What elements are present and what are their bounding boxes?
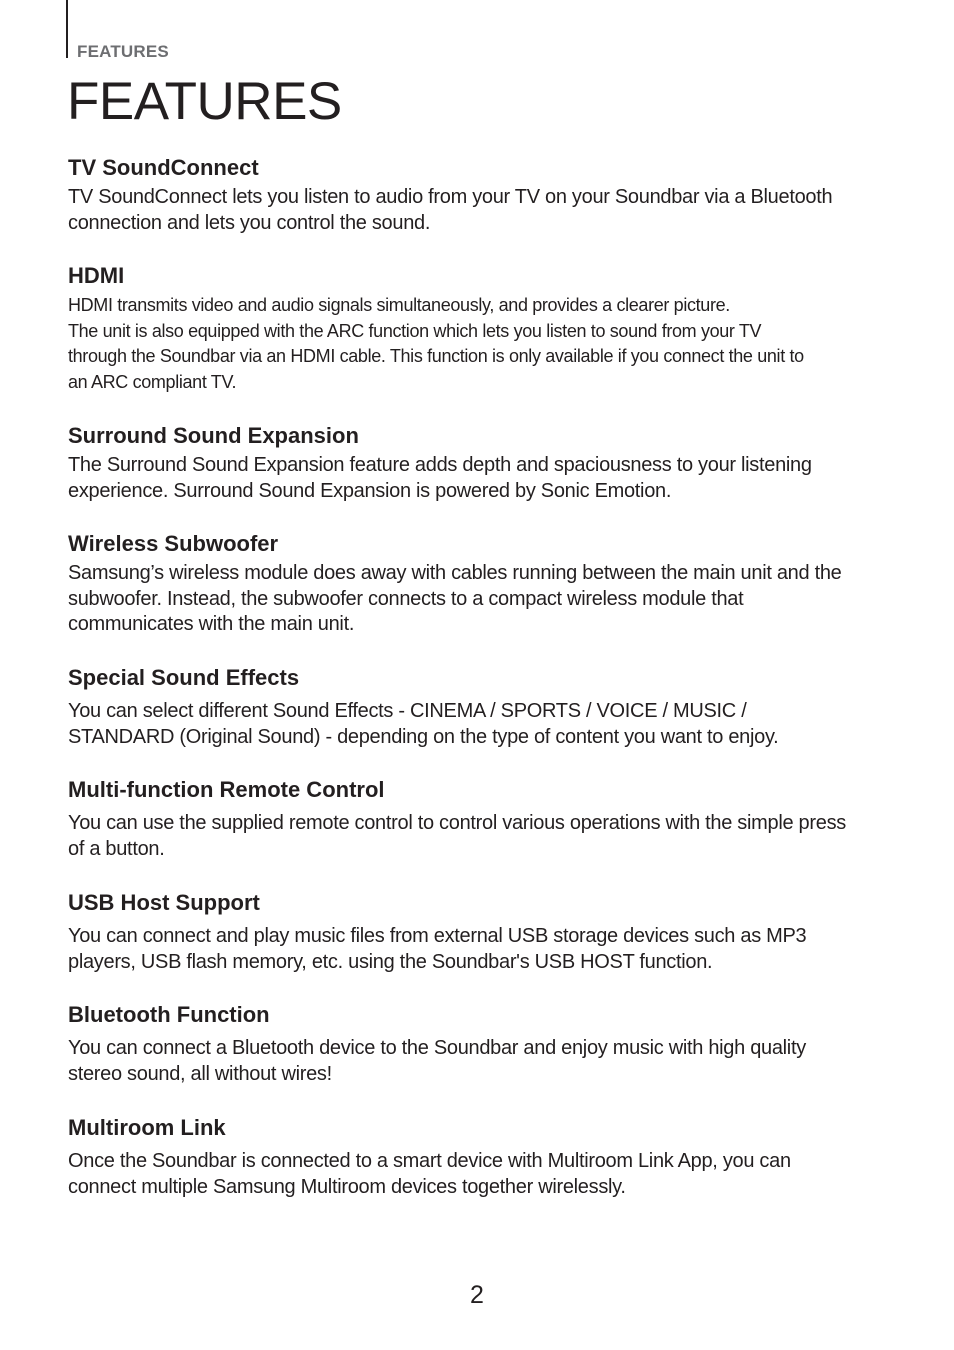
feature-description: You can select different Sound Effects - CINEMA / SPORTS / VOICE / MUSIC / STANDARD (Original Sound) - depending on the type of content you want to enjoy.: [68, 700, 779, 748]
feature-description: TV SoundConnect lets you listen to audio from your TV on your Soundbar via a Bluetooth connection and lets you control the sound.: [68, 186, 833, 234]
feature-description: The Surround Sound Expansion feature adds depth and spaciousness to your listening experience. Surround Sound Expansion is powered by Sonic Emotion.: [68, 454, 812, 502]
feature-description: Samsung’s wireless module does away with cables running between the main unit and the subwoofer. Instead, the subwoofer connects to a compact wireless module that communicates with the main unit.: [68, 562, 842, 636]
feature-hdmi: [68, 263, 898, 395]
feature-description: You can connect a Bluetooth device to the Soundbar and enjoy music with high quality stereo sound, all without wires!: [68, 1037, 806, 1085]
feature-usb-host-support: [68, 890, 898, 975]
feature-multiroom-link: [68, 1115, 898, 1200]
section-tag: FEATURES: [77, 42, 169, 61]
page-number: 2: [470, 1281, 484, 1309]
feature-heading: Special Sound Effects: [68, 665, 300, 690]
feature-tv-soundconnect: [68, 155, 898, 236]
feature-heading: USB Host Support: [68, 890, 260, 915]
feature-heading: Bluetooth Function: [68, 1002, 270, 1027]
feature-heading: Multiroom Link: [68, 1115, 226, 1140]
feature-heading: Wireless Subwoofer: [68, 531, 279, 556]
page-title: FEATURES: [67, 72, 342, 131]
feature-wireless-subwoofer: [68, 531, 898, 638]
feature-description: HDMI transmits video and audio signals simultaneously, and provides a clearer picture. The unit is also equipped with the ARC function which lets you listen to sound from your TV through the Soundbar via an HDMI cable. This function is only available if you connect the unit to an ARC compliant TV.: [68, 295, 804, 392]
feature-special-sound-effects: [68, 665, 898, 750]
feature-heading: HDMI: [68, 263, 125, 288]
feature-description: Once the Soundbar is connected to a smart device with Multiroom Link App, you can connect multiple Samsung Multiroom devices together wirelessly.: [68, 1150, 791, 1198]
feature-multi-function-remote-control: [68, 777, 898, 862]
feature-heading: Surround Sound Expansion: [68, 423, 359, 448]
header-margin-rule: [66, 0, 68, 58]
feature-heading: Multi-function Remote Control: [68, 777, 385, 802]
feature-description: You can connect and play music files from external USB storage devices such as MP3 players, USB flash memory, etc. using the Soundbar's USB HOST function.: [68, 925, 807, 973]
feature-surround-sound-expansion: [68, 423, 898, 504]
feature-heading: TV SoundConnect: [68, 155, 259, 180]
feature-bluetooth-function: [68, 1002, 898, 1087]
feature-description: You can use the supplied remote control to control various operations with the simple press of a button.: [68, 812, 846, 860]
